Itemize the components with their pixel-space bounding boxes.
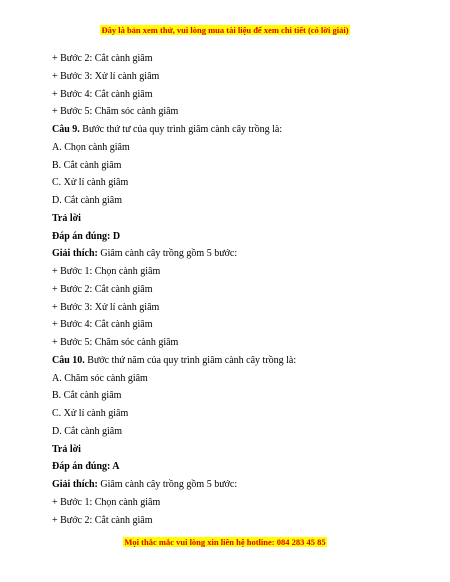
- line-text: + Bước 1: Chọn cành giâm: [52, 496, 161, 508]
- document-line: [52, 247, 412, 265]
- line-bold-text: Trả lời: [52, 443, 81, 455]
- line-text: Bước thứ tư của quy trình giâm cành cây trồng là:: [79, 124, 283, 135]
- line-text: Bước thứ năm của quy trình giâm cành cây trồng là:: [84, 354, 297, 366]
- document-line: [52, 88, 412, 106]
- hotline-banner: [0, 537, 450, 548]
- document-line: [52, 443, 412, 461]
- document-line: [52, 176, 412, 194]
- line-text: A. Chọn cành giâm: [52, 141, 130, 153]
- line-text: + Bước 1: Chọn cành giâm: [52, 266, 161, 277]
- preview-notice-banner: [0, 25, 450, 36]
- document-line: [52, 372, 412, 390]
- document-line: [52, 230, 412, 248]
- line-text: D. Cắt cành giâm: [52, 195, 122, 206]
- document-line: [52, 123, 412, 141]
- document-line: [52, 354, 412, 372]
- line-text: B. Cắt cành giâm: [52, 159, 122, 171]
- line-bold-text: Đáp án đúng: A: [52, 461, 120, 473]
- line-text: + Bước 3: Xử lí cành giâm: [52, 301, 160, 313]
- document-body: [52, 52, 412, 531]
- document-line: [52, 478, 412, 496]
- line-text: + Bước 5: Chăm sóc cành giâm: [52, 106, 179, 118]
- document-line: [52, 425, 412, 443]
- line-text: + Bước 5: Chăm sóc cành giâm: [52, 337, 179, 348]
- line-text: + Bước 2: Cắt cành giâm: [52, 283, 153, 295]
- document-line: [52, 336, 412, 354]
- preview-notice-text: Đây là bản xem thử, vui lòng mua tài liệu để xem chi tiết (có lời giải): [101, 25, 349, 35]
- line-text: + Bước 2: Cắt cành giâm: [52, 53, 153, 64]
- line-text: + Bước 4: Cắt cành giâm: [52, 319, 153, 331]
- line-text: B. Cắt cành giâm: [52, 390, 122, 402]
- document-line: [52, 496, 412, 514]
- document-line: [52, 301, 412, 319]
- line-text: + Bước 4: Cắt cành giâm: [52, 88, 153, 100]
- document-line: [52, 212, 412, 230]
- line-bold-text: Đáp án đúng: D: [52, 230, 121, 242]
- hotline-text: Mọi thắc mắc vui lòng xin liên hệ hotline: 084 283 45 85: [124, 537, 326, 547]
- line-bold-text: Câu 9.: [52, 124, 80, 135]
- line-bold-text: Giải thích:: [52, 248, 98, 260]
- document-line: [52, 194, 412, 212]
- document-line: [52, 389, 412, 407]
- line-text: Giâm cành cây trồng gồm 5 bước:: [97, 248, 238, 260]
- line-bold-text: Trả lời: [52, 212, 81, 224]
- line-text: C. Xử lí cành giâm: [52, 408, 129, 419]
- document-line: [52, 514, 412, 532]
- document-line: [52, 105, 412, 123]
- document-line: [52, 70, 412, 88]
- line-text: Giâm cành cây trồng gồm 5 bước:: [97, 479, 238, 490]
- line-text: + Bước 3: Xử lí cành giâm: [52, 70, 160, 82]
- line-text: C. Xử lí cành giâm: [52, 177, 129, 189]
- document-line: [52, 318, 412, 336]
- line-text: D. Cắt cành giâm: [52, 425, 122, 437]
- line-text: A. Chăm sóc cành giâm: [52, 372, 148, 384]
- line-bold-text: Câu 10.: [52, 354, 85, 366]
- line-text: + Bước 2: Cắt cành giâm: [52, 514, 153, 526]
- document-line: [52, 283, 412, 301]
- document-line: [52, 52, 412, 70]
- document-line: [52, 141, 412, 159]
- line-bold-text: Giải thích:: [52, 479, 98, 490]
- document-line: [52, 407, 412, 425]
- document-line: [52, 159, 412, 177]
- document-line: [52, 460, 412, 478]
- document-line: [52, 265, 412, 283]
